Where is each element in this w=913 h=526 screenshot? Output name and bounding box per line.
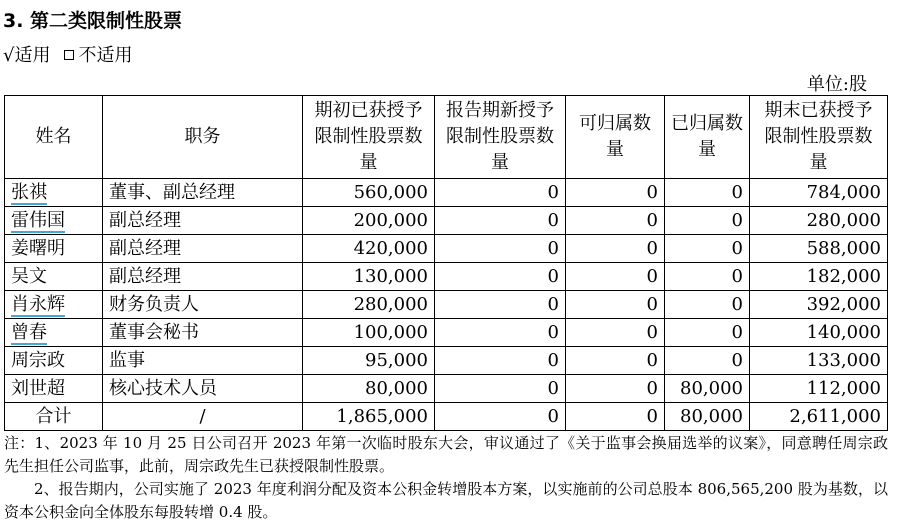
table-notes bbox=[4, 432, 888, 524]
cell-opening: 200,000 bbox=[303, 207, 435, 235]
table-row bbox=[5, 319, 888, 347]
table-row bbox=[5, 207, 888, 235]
cell-position: 副总经理 bbox=[103, 263, 303, 291]
cell-closing: 280,000 bbox=[750, 207, 888, 235]
header-opening-granted: 期初已获授予限制性股票数量 bbox=[303, 96, 435, 179]
cell-name: 吴文 bbox=[5, 263, 103, 291]
table-row bbox=[5, 235, 888, 263]
applicability-line bbox=[3, 41, 132, 67]
cell-vestable: 0 bbox=[566, 179, 665, 207]
cell-closing: 112,000 bbox=[750, 375, 888, 403]
cell-new: 0 bbox=[435, 235, 566, 263]
cell-total-label: 合计 bbox=[5, 403, 103, 431]
cell-name: 张祺 bbox=[5, 179, 103, 207]
cell-new: 0 bbox=[435, 319, 566, 347]
cell-name: 刘世超 bbox=[5, 375, 103, 403]
cell-vested: 0 bbox=[665, 235, 750, 263]
cell-vested: 80,000 bbox=[665, 375, 750, 403]
not-applicable-option: 不适用 bbox=[78, 45, 133, 66]
cell-opening: 80,000 bbox=[303, 375, 435, 403]
cell-vested: 0 bbox=[665, 207, 750, 235]
cell-vested: 0 bbox=[665, 263, 750, 291]
header-vested: 已归属数量 bbox=[665, 96, 750, 179]
table-total-row bbox=[5, 403, 888, 431]
table-row bbox=[5, 291, 888, 319]
table-row bbox=[5, 179, 888, 207]
cell-position: 董事会秘书 bbox=[103, 319, 303, 347]
cell-position: 核心技术人员 bbox=[103, 375, 303, 403]
cell-new: 0 bbox=[435, 179, 566, 207]
cell-name: 姜曙明 bbox=[5, 235, 103, 263]
header-position: 职务 bbox=[103, 96, 303, 179]
cell-vestable: 0 bbox=[566, 291, 665, 319]
cell-vestable: 0 bbox=[566, 263, 665, 291]
cell-position: 监事 bbox=[103, 347, 303, 375]
cell-vestable: 0 bbox=[566, 319, 665, 347]
header-new-granted: 报告期新授予限制性股票数量 bbox=[435, 96, 566, 179]
cell-vestable: 0 bbox=[566, 375, 665, 403]
cell-closing: 2,611,000 bbox=[750, 403, 888, 431]
cell-opening: 420,000 bbox=[303, 235, 435, 263]
cell-opening: 130,000 bbox=[303, 263, 435, 291]
cell-position: 副总经理 bbox=[103, 235, 303, 263]
cell-vested: 0 bbox=[665, 291, 750, 319]
checkbox-icon bbox=[64, 50, 74, 60]
cell-opening: 100,000 bbox=[303, 319, 435, 347]
cell-vestable: 0 bbox=[566, 207, 665, 235]
cell-vestable: 0 bbox=[566, 347, 665, 375]
note-2: 2、报告期内，公司实施了 2023 年度利润分配及资本公积金转增股本方案，以实施前的公司总股本 806,565,200 股为基数，以资本公积金向全体股东每股转增 0.4 股。 bbox=[4, 480, 888, 521]
cell-vestable: 0 bbox=[566, 235, 665, 263]
header-closing-granted: 期末已获授予限制性股票数量 bbox=[750, 96, 888, 179]
cell-new: 0 bbox=[435, 291, 566, 319]
cell-closing: 784,000 bbox=[750, 179, 888, 207]
cell-opening: 280,000 bbox=[303, 291, 435, 319]
cell-position: 副总经理 bbox=[103, 207, 303, 235]
cell-position: 财务负责人 bbox=[103, 291, 303, 319]
cell-name: 周宗政 bbox=[5, 347, 103, 375]
cell-opening: 1,865,000 bbox=[303, 403, 435, 431]
table-header-row bbox=[5, 96, 888, 179]
section-title: 3. 第二类限制性股票 bbox=[3, 10, 183, 32]
cell-name: 曾春 bbox=[5, 319, 103, 347]
cell-vested: 0 bbox=[665, 179, 750, 207]
table-row bbox=[5, 263, 888, 291]
cell-name: 肖永辉 bbox=[5, 291, 103, 319]
cell-new: 0 bbox=[435, 403, 566, 431]
applicable-option: √适用 bbox=[3, 45, 51, 66]
note-1: 注：1、2023 年 10 月 25 日公司召开 2023 年第一次临时股东大会，审议通过了《关于监事会换届选举的议案》，同意聘任周宗政先生担任公司监事，此前，周宗政先生已获授限制性股票。 bbox=[4, 434, 888, 475]
cell-position: / bbox=[103, 403, 303, 431]
cell-closing: 133,000 bbox=[750, 347, 888, 375]
cell-closing: 140,000 bbox=[750, 319, 888, 347]
cell-opening: 95,000 bbox=[303, 347, 435, 375]
unit-label: 单位:股 bbox=[806, 74, 867, 95]
table-row bbox=[5, 347, 888, 375]
cell-name: 雷伟国 bbox=[5, 207, 103, 235]
restricted-stock-table bbox=[4, 95, 888, 431]
cell-new: 0 bbox=[435, 347, 566, 375]
cell-new: 0 bbox=[435, 207, 566, 235]
cell-vested: 0 bbox=[665, 319, 750, 347]
cell-closing: 182,000 bbox=[750, 263, 888, 291]
cell-new: 0 bbox=[435, 375, 566, 403]
cell-closing: 588,000 bbox=[750, 235, 888, 263]
cell-closing: 392,000 bbox=[750, 291, 888, 319]
header-vestable: 可归属数量 bbox=[566, 96, 665, 179]
cell-position: 董事、副总经理 bbox=[103, 179, 303, 207]
cell-vestable: 0 bbox=[566, 403, 665, 431]
cell-new: 0 bbox=[435, 263, 566, 291]
cell-opening: 560,000 bbox=[303, 179, 435, 207]
table-row bbox=[5, 375, 888, 403]
cell-vested: 0 bbox=[665, 347, 750, 375]
header-name: 姓名 bbox=[5, 96, 103, 179]
cell-vested: 80,000 bbox=[665, 403, 750, 431]
